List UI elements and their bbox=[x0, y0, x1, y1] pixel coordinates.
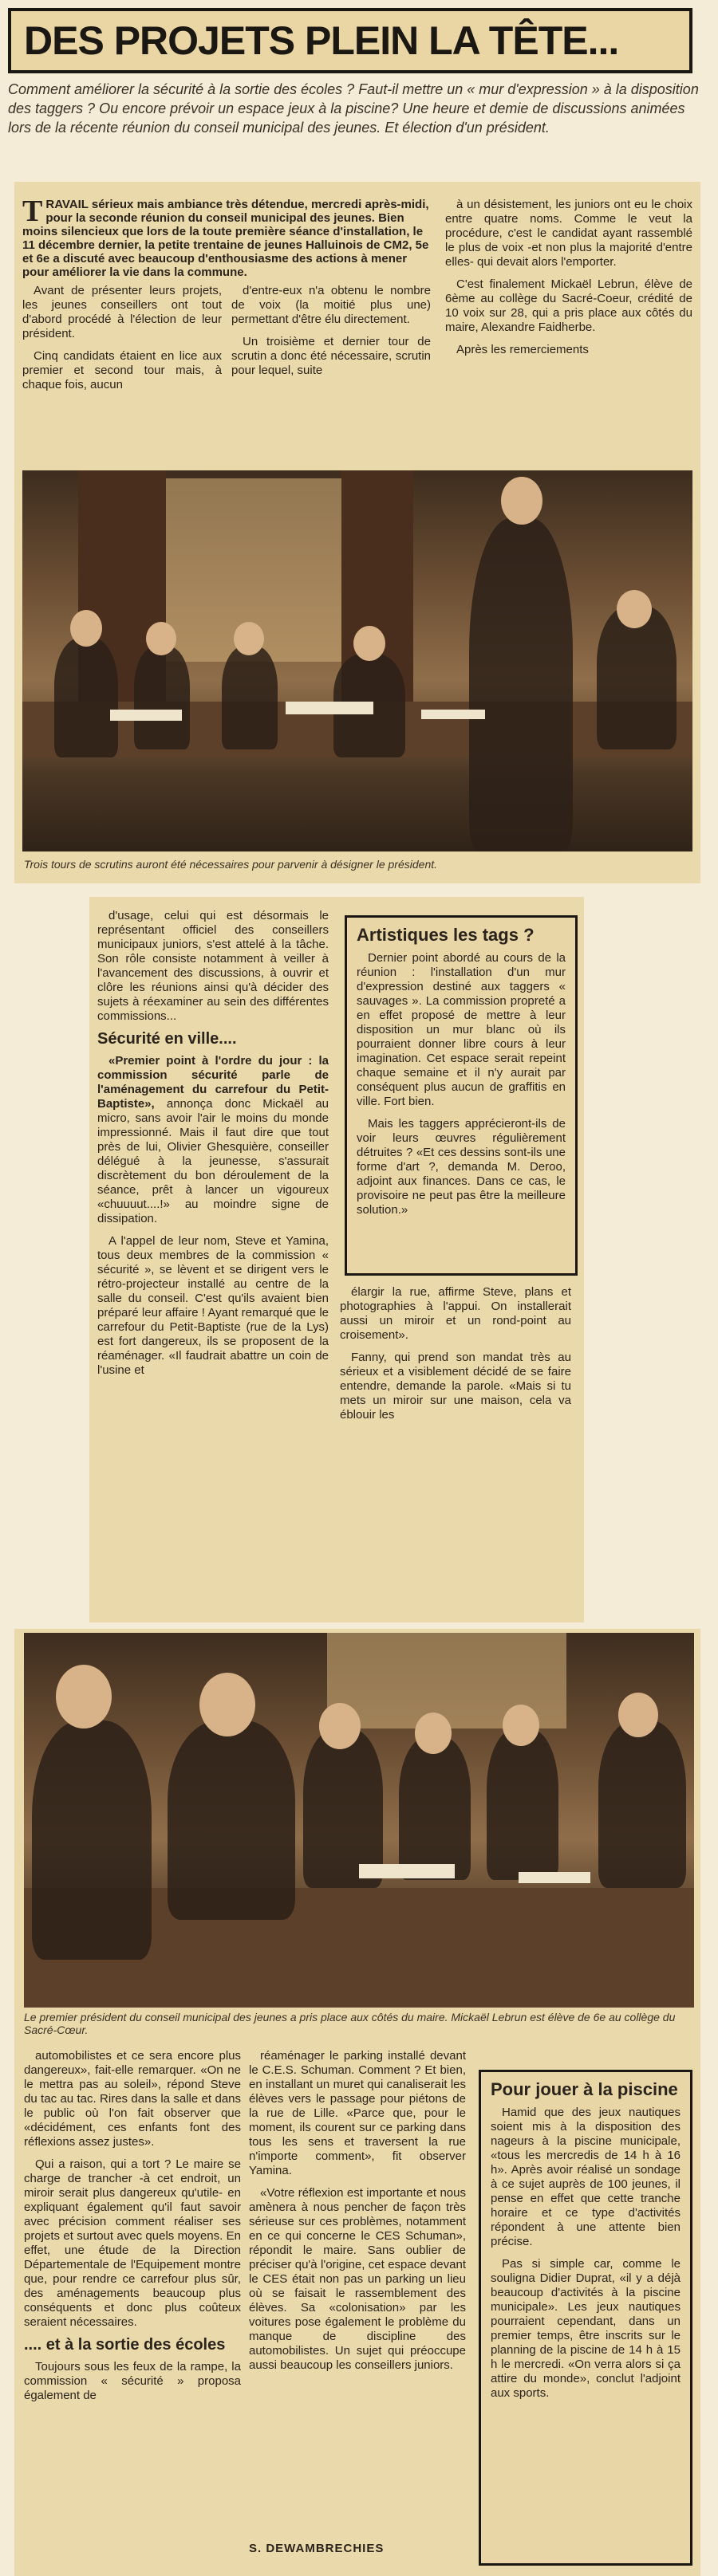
paragraph: Après les remerciements bbox=[456, 343, 589, 356]
drop-cap: T bbox=[22, 195, 43, 228]
paragraph: Avant de présenter leurs projets, les jeunes conseillers ont tout d'abord procédé à l'élection de leur président. bbox=[22, 284, 222, 340]
headline: DES PROJETS PLEIN LA TÊTE... bbox=[24, 18, 619, 63]
quote-bold: «Premier point à l'ordre du jour : la commission sécurité parle de l'aménagement du carrefour du Petit-Baptiste», bbox=[97, 1054, 329, 1111]
paragraph: Dernier point abordé au cours de la réunion : l'installation d'un mur d'expression destiné aux taggers « sauvages ». La commission propreté a en effet proposé de mettre à leur disposition un mur blanc où ils pourraient donner libre cours à leur imagination. Cet espace serait repeint chaque semaine et il n'y aurait par conséquent plus aucun de graffitis en ville. Fort bien. bbox=[357, 951, 566, 1108]
article-column-2 bbox=[231, 284, 431, 464]
paragraph: Mais les taggers apprécieront-ils de voir leurs œuvres régulièrement détruites ? «Et ces dessins sont-ils une forme d'art ?, demanda M. Deroo, adjoint aux finances. Dans ce cas, le provisoire ne peut pas être la meilleure solution.» bbox=[357, 1117, 566, 1217]
paragraph: d'usage, celui qui est désormais le représentant officiel des conseillers municipaux juniors, s'est attelé à la tâche. Son rôle consiste notamment à veiller à l'avancement des discussions, à ouvrir et clôre les réunions ainsi qu'à décider des sujets à réexaminer au sein des différentes commissions... bbox=[97, 909, 329, 1023]
paragraph: Cinq candidats étaient en lice aux premier et second tour mais, à chaque fois, aucun bbox=[22, 349, 222, 391]
box-body bbox=[357, 951, 566, 1217]
paragraph: Qui a raison, qui a tort ? Le maire se charge de trancher -à cet endroit, un miroir serait plus dangereux qu'utile- en expliquant également qu'il faut savoir avec précision comment réaliser ses projets et surtout avec quels moyens. En effet, une étude de la Direction Départementale de l'Equipement montre que, pour rendre ce carrefour plus sûr, des aménagements beaucoup plus conséquents et donc plus coûteux seraient nécessaires. bbox=[24, 2157, 241, 2329]
sidebar-box-tags bbox=[345, 915, 578, 1276]
paragraph: Fanny, qui prend son mandat très au sérieux et a visiblement décidé de se faire entendre, demande la parole. «Mais si tu mets un miroir sur une maison, cela va éblouir les bbox=[340, 1351, 571, 1422]
paragraph: d'entre-eux n'a obtenu le nombre de voix (la moitié plus une) permettant d'être élu directement. bbox=[231, 284, 431, 326]
subheading-ecoles: .... et à la sortie des écoles bbox=[24, 2336, 226, 2354]
article-column-6 bbox=[24, 2049, 241, 2567]
box-body bbox=[491, 2106, 681, 2401]
paragraph: A l'appel de leur nom, Steve et Yamina, tous deux membres de la commission « sécurité », se lèvent et se dirigent vers le rétro-projecteur installé au centre de la salle du conseil. C'est qu'ils avaient bien préparé leur affaire ! Ayant remarqué que le carrefour du Petit-Baptiste (rue de la Lys) est fort dangereux, ils se proposent de la réaménager. «Il faudrait abattre un coin de l'usine et bbox=[97, 1234, 329, 1377]
paragraph bbox=[97, 1054, 329, 1226]
president-mayor-photo bbox=[24, 1633, 694, 2008]
paragraph: Hamid que des jeux nautiques soient mis à la disposition des nageurs à la piscine municipale, «tous les mercredis de 14 h à 16 h». Après avoir réalisé un sondage à ce sujet auprès de 100 jeunes, il pense en effet que cette tranche horaire et ce type d'activités répondent à une attente bien précise. bbox=[491, 2106, 681, 2248]
paragraph: automobilistes et ce sera encore plus dangereux», fait-elle remarquer. «On ne le mettra pas au soleil», répond Steve du tac au tac. Rires dans la salle et dans le public où l'on fait observer que «décidément, ces enfants font des réflexions assez justes». bbox=[24, 2049, 241, 2149]
article-column-4 bbox=[97, 909, 329, 1610]
lead-text: RAVAIL sérieux mais ambiance très détendue, mercredi après-midi, pour la seconde réunion du conseil municipal des jeunes. Bien moins silencieux que lors de la toute première séance d'installation, le 11 décembre dernier, la petite trentaine de jeunes Halluinois de CM2, 5e et 6e a discuté avec beaucoup d'enthousiasme des actions à mener pour améliorer la vie dans la commune. bbox=[22, 198, 429, 279]
lead-paragraph bbox=[22, 195, 431, 281]
sidebar-box-piscine bbox=[479, 2070, 692, 2566]
paragraph: C'est finalement Mickaël Lebrun, élève de 6ème au collège du Sacré-Coeur, crédité de 10 voix sur 28, qui a pris place aux côtés du maire, Alexandre Faidherbe. bbox=[445, 277, 692, 334]
photo-caption-1: Trois tours de scrutins auront été nécessaires pour parvenir à désigner le président. bbox=[24, 858, 438, 871]
photo-caption-2: Le premier président du conseil municipal des jeunes a pris place aux côtés du maire. Mickaël Lebrun est élève de 6e au collège du Sacré-Cœur. bbox=[24, 2011, 676, 2036]
article-column-3 bbox=[445, 198, 692, 469]
paragraph: élargir la rue, affirme Steve, plans et photographies à l'appui. On installerait aussi un miroir et un rond-point au croisement». bbox=[340, 1285, 571, 1342]
paragraph: réaménager le parking installé devant le C.E.S. Schuman. Comment ? Et bien, en installant un muret qui canaliserait les élèves vers le passage pour piétons de la rue de Lille. «Parce que, pour le moment, ils courent sur ce parking dans tous les sens et traversent la rue n'importe comment», fit observer Yamina. bbox=[249, 2049, 466, 2177]
paragraph-text: annonça donc Mickaël au micro, sans avoir l'air le moins du monde impressionné. Mais il faut dire que tout près de lui, Olivier Ghesquière, conseiller délégué à la jeunesse, s'assurait discrètement du bon déroulement de la séance, prêt à lancer un vigoureux «chuuuut....!» au moindre signe de dissipation. bbox=[97, 1097, 329, 1225]
paragraph: Toujours sous les feux de la rampe, la commission « sécurité » proposa également de bbox=[24, 2360, 241, 2402]
intro-paragraph: Comment améliorer la sécurité à la sortie des écoles ? Faut-il mettre un « mur d'expression » à la disposition des taggers ? Ou encore prévoir un espace jeux à la piscine? Une heure et demie de discussions animées lors de la récente réunion du conseil municipal des jeunes. Et élection d'un président. bbox=[8, 81, 699, 136]
author-signature: S. DEWAMBRECHIES bbox=[249, 2542, 385, 2555]
box-title: Pour jouer à la piscine bbox=[491, 2079, 678, 2099]
paragraph: Pas si simple car, comme le souligna Didier Duprat, «il y a déjà beaucoup d'activités à la piscine municipale». Les jeux nautiques pourraient cependant, dans un premier temps, être inscrits sur le planning de la piscine de 14 h à 15 h le mercredi. «On verra alors si ça attire du monde», conclut l'adjoint aux sports. bbox=[491, 2257, 681, 2400]
article-column-5 bbox=[340, 1285, 571, 1618]
box-title: Artistiques les tags ? bbox=[357, 925, 535, 945]
paragraph: Un troisième et dernier tour de scrutin a donc été nécessaire, scrutin pour lequel, suite bbox=[231, 335, 431, 377]
paragraph: «Votre réflexion est importante et nous amènera à nous pencher de façon très sérieuse sur ces problèmes, notamment en ce qui concerne le CES Schuman», répondit le maire. Sans oublier de préciser qu'à l'origine, cet espace devant le CES était non pas un parking un lieu où se faisait le rassemblement des élèves. Sa «colonisation» par les voitures pose également le problème du manque de discipline des automobilistes. Un sujet qui préoccupe aussi beaucoup les conseillers juniors. bbox=[249, 2186, 466, 2372]
headline-box bbox=[8, 8, 692, 73]
article-column-1 bbox=[22, 284, 222, 464]
article-column-7 bbox=[249, 2049, 466, 2535]
paragraph: à un désistement, les juniors ont eu le choix entre quatre noms. Comme le veut la procédure, c'est le candidat ayant rassemblé le plus de voix -et non plus la majorité d'entre elles- qui devait alors l'emporter. bbox=[445, 198, 692, 269]
council-meeting-photo bbox=[22, 470, 692, 851]
subheading-securite: Sécurité en ville.... bbox=[97, 1030, 237, 1048]
